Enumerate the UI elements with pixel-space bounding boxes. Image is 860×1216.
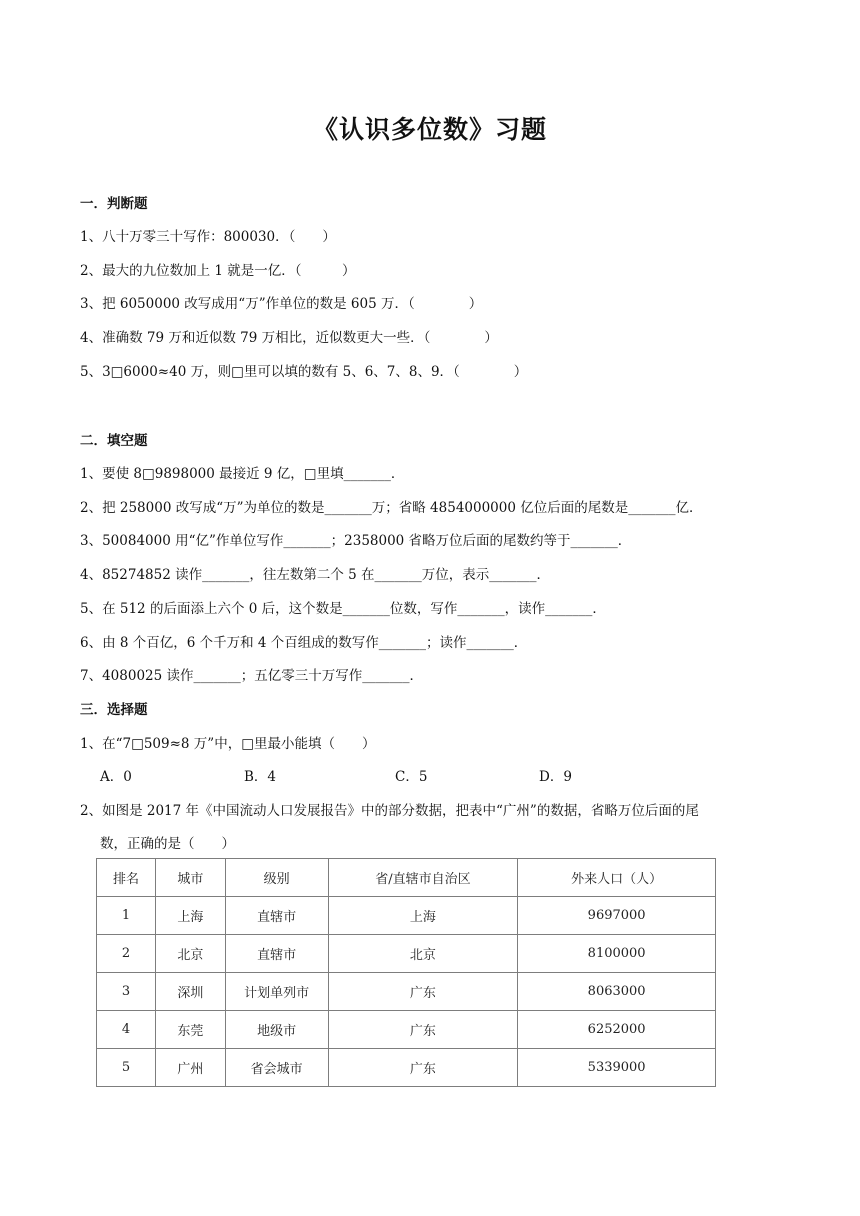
table-row — [97, 1011, 716, 1049]
option-d: D．9 — [539, 769, 572, 785]
page-title: 《认识多位数》习题 — [312, 115, 547, 144]
cell-rank: 1 — [97, 897, 156, 935]
section-heading-choice: 三．选择题 — [80, 702, 148, 718]
fill-question-5: 5、在 512 的后面添上六个 0 后，这个数是_______位数，写作_______，读作_______． — [80, 601, 606, 617]
choice-question-1: 1、在“7□509≈8 万”中，□里最小能填（ ） — [80, 736, 376, 752]
section-heading-fill: 二．填空题 — [80, 433, 148, 449]
cell-level: 地级市 — [225, 1011, 328, 1049]
judge-question-2: 2、最大的九位数加上 1 就是一亿．（ ） — [80, 263, 356, 279]
cell-population: 8100000 — [518, 935, 716, 973]
cell-province: 北京 — [328, 935, 518, 973]
cell-level: 直辖市 — [225, 897, 328, 935]
cell-rank: 5 — [97, 1049, 156, 1087]
table-row — [97, 935, 716, 973]
table-header-row — [97, 859, 716, 897]
choice-question-1-options — [100, 765, 640, 785]
header-level: 级别 — [225, 859, 328, 897]
cell-province: 广东 — [328, 1049, 518, 1087]
cell-city: 北京 — [155, 935, 225, 973]
fill-question-6: 6、由 8 个百亿，6 个千万和 4 个百组成的数写作_______；读作_______． — [80, 635, 528, 651]
cell-rank: 4 — [97, 1011, 156, 1049]
fill-question-1: 1、要使 8□9898000 最接近 9 亿，□里填_______． — [80, 466, 405, 482]
choice-question-2-line-2: 数，正确的是（ ） — [100, 836, 235, 852]
judge-question-5: 5、3□6000≈40 万，则□里可以填的数有 5、6、7、8、9．（ ） — [80, 364, 528, 380]
cell-city: 广州 — [155, 1049, 225, 1087]
cell-level: 直辖市 — [225, 935, 328, 973]
cell-city: 上海 — [155, 897, 225, 935]
judge-question-1: 1、八十万零三十写作：800030．（ ） — [80, 229, 336, 245]
population-table — [96, 858, 716, 1087]
table-row — [97, 897, 716, 935]
option-b: B．4 — [244, 769, 277, 785]
cell-rank: 2 — [97, 935, 156, 973]
header-province: 省/直辖市自治区 — [328, 859, 518, 897]
cell-province: 广东 — [328, 973, 518, 1011]
fill-question-2: 2、把 258000 改写成“万”为单位的数是_______万；省略 4854000000 亿位后面的尾数是_______亿． — [80, 500, 703, 516]
cell-province: 上海 — [328, 897, 518, 935]
option-c: C．5 — [395, 769, 428, 785]
cell-level: 省会城市 — [225, 1049, 328, 1087]
fill-question-7: 7、4080025 读作_______；五亿零三十万写作_______． — [80, 668, 424, 684]
table-row — [97, 973, 716, 1011]
fill-question-3: 3、50084000 用“亿”作单位写作_______；2358000 省略万位后面的尾数约等于_______． — [80, 533, 632, 549]
cell-population: 8063000 — [518, 973, 716, 1011]
cell-city: 东莞 — [155, 1011, 225, 1049]
fill-question-4: 4、85274852 读作_______，往左数第二个 5 在_______万位，表示_______． — [80, 567, 551, 583]
judge-question-3: 3、把 6050000 改写成用“万”作单位的数是 605 万．（ ） — [80, 296, 483, 312]
section-heading-judge: 一．判断题 — [80, 196, 148, 212]
option-a: A．0 — [100, 769, 132, 785]
header-population: 外来人口（人） — [518, 859, 716, 897]
cell-population: 9697000 — [518, 897, 716, 935]
cell-population: 5339000 — [518, 1049, 716, 1087]
cell-city: 深圳 — [155, 973, 225, 1011]
cell-province: 广东 — [328, 1011, 518, 1049]
cell-population: 6252000 — [518, 1011, 716, 1049]
cell-level: 计划单列市 — [225, 973, 328, 1011]
header-city: 城市 — [155, 859, 225, 897]
judge-question-4: 4、准确数 79 万和近似数 79 万相比，近似数更大一些．（ ） — [80, 330, 498, 346]
header-rank: 排名 — [97, 859, 156, 897]
choice-question-2-line-1: 2、如图是 2017 年《中国流动人口发展报告》中的部分数据，把表中“广州”的数据，省略万位后面的尾 — [80, 803, 699, 819]
cell-rank: 3 — [97, 973, 156, 1011]
table-row — [97, 1049, 716, 1087]
